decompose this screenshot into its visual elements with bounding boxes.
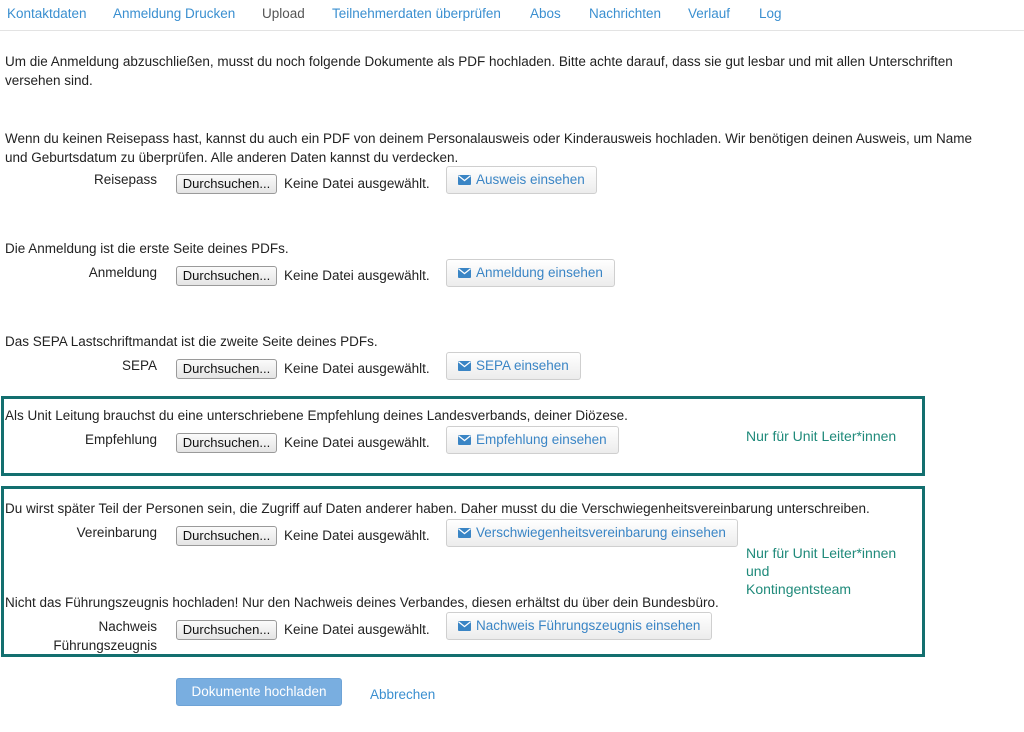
tab-kontaktdaten[interactable]: Kontaktdaten	[7, 6, 87, 21]
empfehlung-einsehen-button[interactable]	[446, 426, 619, 454]
reisepass-no-file-text: Keine Datei ausgewählt.	[284, 176, 430, 191]
nachweis-description: Nicht das Führungszeugnis hochladen! Nur den Nachweis deines Verbandes, diesen erhältst du über dein Bundesbüro.	[5, 595, 719, 610]
vereinbarung-no-file-text: Keine Datei ausgewählt.	[284, 528, 430, 543]
intro-text-line1: Um die Anmeldung abzuschließen, musst du noch folgende Dokumente als PDF hochladen. Bitte achte darauf, dass sie gut lesbar und mit allen Unterschriften	[5, 54, 953, 69]
anmeldung-label: Anmeldung	[88, 265, 157, 280]
abbrechen-link[interactable]: Abbrechen	[370, 687, 436, 702]
empfehlung-description: Als Unit Leitung brauchst du eine unterschriebene Empfehlung deines Landesverbands, deiner Diözese.	[5, 408, 628, 423]
tab-teilnehmerdaten[interactable]: Teilnehmerdaten überprüfen	[332, 6, 501, 21]
vereinbarung-description: Du wirst später Teil der Personen sein, die Zugriff auf Daten anderer haben. Daher musst du die Verschwiegenheitsvereinbarung unterschreiben.	[5, 501, 870, 516]
dokumente-hochladen-button[interactable]: Dokumente hochladen	[176, 678, 342, 706]
envelope-icon	[458, 175, 471, 185]
ausweis-einsehen-label: Ausweis einsehen	[476, 172, 585, 187]
anmeldung-browse-button[interactable]: Durchsuchen...	[176, 266, 277, 286]
sepa-browse-button[interactable]: Durchsuchen...	[176, 359, 277, 379]
ausweis-einsehen-button[interactable]	[446, 166, 597, 194]
verschwiegenheitsvereinbarung-einsehen-button[interactable]	[446, 519, 738, 547]
empfehlung-browse-button[interactable]: Durchsuchen...	[176, 433, 277, 453]
envelope-icon	[458, 528, 471, 538]
vereinbarung-note-line3: Kontingentsteam	[746, 581, 852, 597]
nachweis-label-line1: Nachweis	[98, 619, 157, 634]
tab-upload[interactable]: Upload	[262, 6, 305, 21]
envelope-icon	[458, 361, 471, 371]
empfehlung-note: Nur für Unit Leiter*innen	[746, 428, 897, 444]
envelope-icon	[458, 435, 471, 445]
tab-anmeldung-drucken[interactable]: Anmeldung Drucken	[113, 6, 236, 21]
nachweis-fuehrungszeugnis-einsehen-label: Nachweis Führungszeugnis einsehen	[476, 618, 701, 633]
intro-text-line2: versehen sind.	[5, 73, 93, 88]
sepa-einsehen-button[interactable]	[446, 352, 581, 380]
tab-log[interactable]: Log	[759, 6, 782, 21]
sepa-einsehen-label: SEPA einsehen	[476, 358, 569, 373]
sepa-label: SEPA	[121, 358, 157, 373]
nachweis-fuehrungszeugnis-einsehen-button[interactable]	[446, 612, 712, 640]
tab-nachrichten[interactable]: Nachrichten	[589, 6, 662, 21]
nachweis-no-file-text: Keine Datei ausgewählt.	[284, 622, 430, 637]
tab-abos[interactable]: Abos	[530, 6, 561, 21]
verschwiegenheitsvereinbarung-einsehen-label: Verschwiegenheitsvereinbarung einsehen	[476, 525, 726, 540]
nachweis-browse-button[interactable]: Durchsuchen...	[176, 620, 277, 640]
envelope-icon	[458, 621, 471, 631]
tab-verlauf[interactable]: Verlauf	[688, 6, 731, 21]
reisepass-description-line2: und Geburtsdatum zu überprüfen. Alle anderen Daten kannst du verdecken.	[5, 150, 459, 165]
anmeldung-no-file-text: Keine Datei ausgewählt.	[284, 268, 430, 283]
reisepass-description-line1: Wenn du keinen Reisepass hast, kannst du auch ein PDF von deinem Personalausweis oder Kinderausweis hochladen. Wir benötigen deinen Ausweis, um Name	[5, 131, 973, 146]
envelope-icon	[458, 268, 471, 278]
empfehlung-einsehen-label: Empfehlung einsehen	[476, 432, 607, 447]
vereinbarung-note-line2: und	[746, 563, 770, 579]
empfehlung-label: Empfehlung	[84, 432, 157, 447]
reisepass-label: Reisepass	[93, 172, 157, 187]
empfehlung-no-file-text: Keine Datei ausgewählt.	[284, 435, 430, 450]
vereinbarung-note-line1: Nur für Unit Leiter*innen	[746, 545, 897, 561]
tab-bar	[0, 0, 1024, 31]
sepa-description: Das SEPA Lastschriftmandat ist die zweite Seite deines PDFs.	[5, 334, 378, 349]
reisepass-browse-button[interactable]: Durchsuchen...	[176, 174, 277, 194]
sepa-no-file-text: Keine Datei ausgewählt.	[284, 361, 430, 376]
vereinbarung-label: Vereinbarung	[76, 525, 157, 540]
anmeldung-einsehen-label: Anmeldung einsehen	[476, 265, 603, 280]
anmeldung-einsehen-button[interactable]	[446, 259, 615, 287]
nachweis-label-line2: Führungszeugnis	[53, 638, 157, 653]
anmeldung-description: Die Anmeldung ist die erste Seite deines PDFs.	[5, 241, 289, 256]
vereinbarung-browse-button[interactable]: Durchsuchen...	[176, 526, 277, 546]
